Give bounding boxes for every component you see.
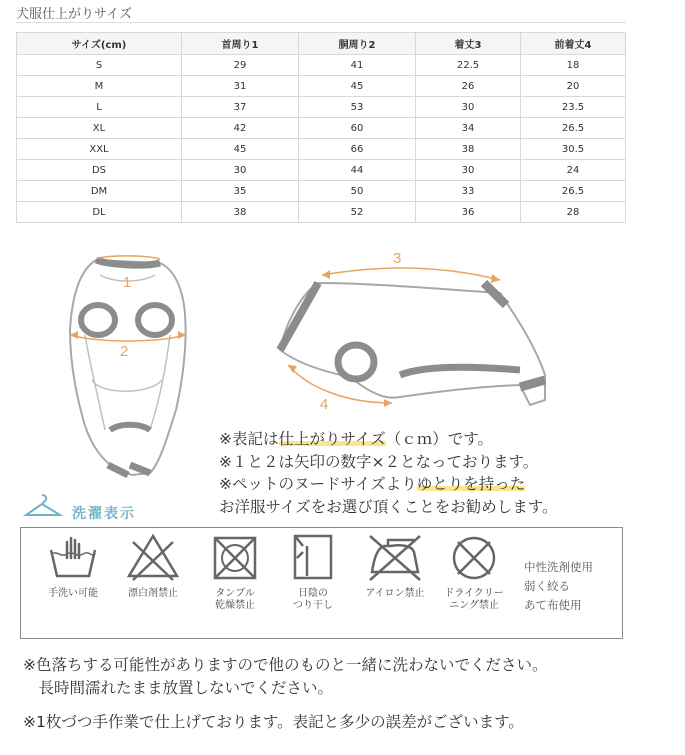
table-header-cell: 着丈3: [416, 33, 521, 55]
table-cell: 45: [299, 76, 416, 97]
care-no-iron: [355, 528, 435, 600]
table-cell: 44: [299, 160, 416, 181]
title-divider: [16, 22, 626, 23]
table-cell: DM: [17, 181, 182, 202]
table-cell: 35: [182, 181, 299, 202]
table-cell: 37: [182, 97, 299, 118]
table-cell: 60: [299, 118, 416, 139]
front-view-diagram: [70, 256, 186, 475]
section-title: 犬服仕上がりサイズ: [16, 7, 132, 22]
table-header-cell: 胴周り2: [299, 33, 416, 55]
table-cell: 23.5: [521, 97, 626, 118]
table-cell: 52: [299, 202, 416, 223]
table-cell: 28: [521, 202, 626, 223]
side-view-diagram: [280, 250, 545, 413]
table-header-row: [17, 33, 626, 55]
table-cell: 53: [299, 97, 416, 118]
table-cell: 30.5: [521, 139, 626, 160]
table-cell: DS: [17, 160, 182, 181]
note-line-2: ※１と２は矢印の数字×２となっております。: [219, 452, 539, 471]
size-table: [16, 32, 626, 223]
care-instruction-line: あて布使用: [524, 598, 582, 612]
care-caption: 日陰の つり干し: [293, 588, 333, 611]
table-cell: 36: [416, 202, 521, 223]
care-caption: ドライクリー ニング禁止: [444, 588, 504, 611]
table-cell: 50: [299, 181, 416, 202]
no-bleach-icon: [123, 528, 183, 584]
table-row: [17, 97, 626, 118]
table-cell: S: [17, 55, 182, 76]
care-label-box: [20, 527, 623, 639]
table-cell: 30: [182, 160, 299, 181]
table-cell: XXL: [17, 139, 182, 160]
table-header-cell: 前着丈4: [521, 33, 626, 55]
table-row: [17, 55, 626, 76]
care-caption: タンブル 乾燥禁止: [215, 588, 255, 611]
note-line-4: お洋服サイズをお選び頂くことをお勧めします。: [219, 497, 558, 516]
shade-line-dry-icon: [283, 528, 343, 584]
table-cell: 18: [521, 55, 626, 76]
measure-label-2: 2: [120, 343, 129, 360]
table-cell: 24: [521, 160, 626, 181]
table-cell: 26.5: [521, 118, 626, 139]
table-cell: 29: [182, 55, 299, 76]
table-cell: 26.5: [521, 181, 626, 202]
table-row: [17, 76, 626, 97]
care-caption: アイロン禁止: [365, 588, 425, 599]
care-no-bleach: [113, 528, 193, 600]
table-cell: 34: [416, 118, 521, 139]
table-header-cell: 首周り1: [182, 33, 299, 55]
care-caption: 漂白剤禁止: [128, 588, 178, 599]
measure-label-4: 4: [320, 396, 329, 413]
table-cell: L: [17, 97, 182, 118]
table-header-cell: サイズ(cm): [17, 33, 182, 55]
table-cell: 30: [416, 97, 521, 118]
care-instructions: [524, 558, 593, 615]
care-caption: 手洗い可能: [48, 588, 98, 599]
table-cell: DL: [17, 202, 182, 223]
table-cell: XL: [17, 118, 182, 139]
no-iron-icon: [362, 528, 428, 584]
table-row: [17, 118, 626, 139]
table-row: [17, 139, 626, 160]
table-row: [17, 181, 626, 202]
table-cell: 31: [182, 76, 299, 97]
table-cell: 33: [416, 181, 521, 202]
care-no-tumble-dry: [195, 528, 275, 612]
care-hand-wash: [33, 528, 113, 600]
care-no-dry-clean: [434, 528, 514, 612]
no-tumble-dry-icon: [205, 528, 265, 584]
table-cell: 38: [182, 202, 299, 223]
table-row: [17, 202, 626, 223]
size-notes: [219, 428, 558, 518]
table-cell: 45: [182, 139, 299, 160]
measure-label-3: 3: [393, 250, 402, 267]
footer-note-1: ※色落ちする可能性がありますので他のものと一緒に洗わないでください。: [23, 656, 548, 674]
measure-label-1: 1: [123, 274, 132, 291]
table-cell: 30: [416, 160, 521, 181]
table-cell: 42: [182, 118, 299, 139]
table-cell: 38: [416, 139, 521, 160]
table-cell: 66: [299, 139, 416, 160]
care-instruction-line: 弱く絞る: [524, 579, 570, 593]
table-cell: 22.5: [416, 55, 521, 76]
note-line-3: ※ペットのヌードサイズよりゆとりを持った: [219, 475, 526, 493]
table-cell: M: [17, 76, 182, 97]
care-instruction-line: 中性洗剤使用: [524, 560, 593, 574]
table-cell: 20: [521, 76, 626, 97]
table-cell: 26: [416, 76, 521, 97]
care-shade-line-dry: [273, 528, 353, 612]
footer-note-3: ※1枚づつ手作業で仕上げております。表記と多少の誤差がございます。: [23, 713, 524, 731]
table-row: [17, 160, 626, 181]
note-line-1: ※表記は仕上がりサイズ（ｃｍ）です。: [219, 430, 494, 448]
footer-note-2: 長時間濡れたまま放置しないでください。: [23, 679, 334, 697]
hand-wash-icon: [43, 528, 103, 584]
wash-label: 洗濯表示: [72, 506, 136, 522]
no-dry-clean-icon: [444, 528, 504, 584]
table-cell: 41: [299, 55, 416, 76]
hanger-icon: [26, 495, 60, 515]
